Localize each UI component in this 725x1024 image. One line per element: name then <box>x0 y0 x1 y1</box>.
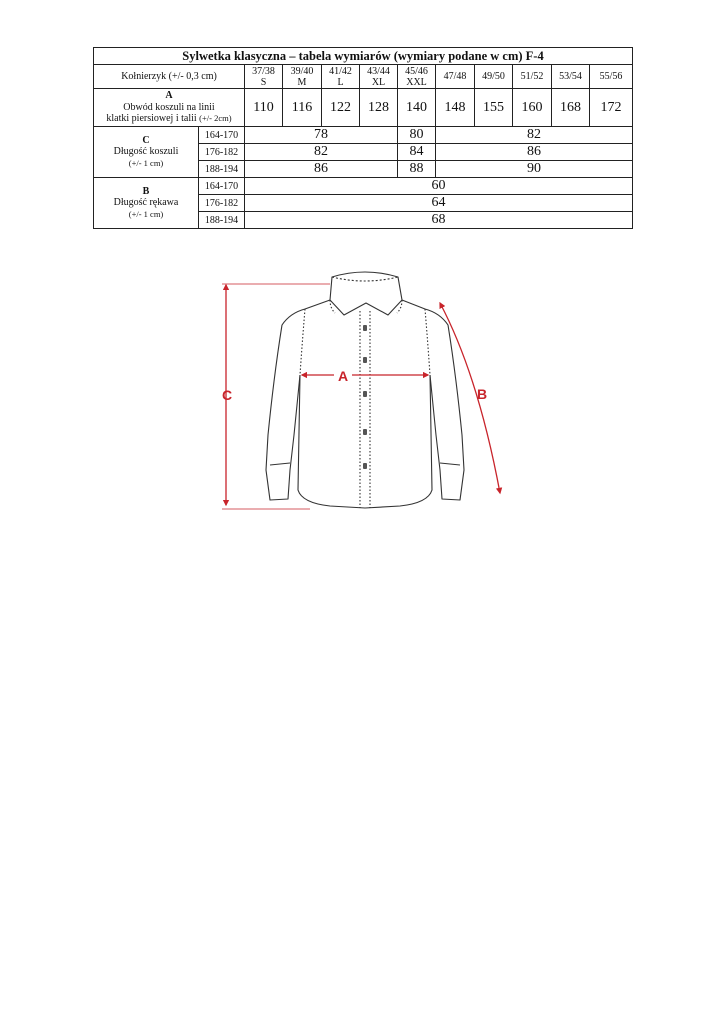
length-value: 80 <box>398 127 436 144</box>
chest-value: 128 <box>360 89 398 127</box>
shirt-measurement-diagram <box>210 265 515 515</box>
chest-label: A Obwód koszuli na linii klatki piersiowej i talii (+/- 2cm) <box>94 89 245 127</box>
length-value: 90 <box>436 161 633 178</box>
label-a: A <box>337 368 349 384</box>
size-header: 41/42 L <box>322 65 360 89</box>
collar-label: Kołnierzyk (+/- 0,3 cm) <box>94 65 245 89</box>
label-b: B <box>476 386 488 402</box>
length-value: 82 <box>436 127 633 144</box>
table-title: Sylwetka klasyczna – tabela wymiarów (wymiary podane w cm) F-4 <box>94 48 633 65</box>
sleeve-value: 64 <box>245 195 633 212</box>
chest-value: 110 <box>245 89 283 127</box>
size-header: 37/38 S <box>245 65 283 89</box>
label-c: C <box>221 387 233 403</box>
size-table <box>93 47 633 229</box>
chest-value: 168 <box>552 89 590 127</box>
size-header: 55/56 <box>590 65 633 89</box>
length-value: 86 <box>245 161 398 178</box>
size-header: 43/44 XL <box>360 65 398 89</box>
size-header: 49/50 <box>475 65 513 89</box>
shirt-length-label: C Długość koszuli (+/- 1 cm) <box>94 127 199 178</box>
chest-row <box>94 89 633 127</box>
size-header: 53/54 <box>552 65 590 89</box>
chest-value: 140 <box>398 89 436 127</box>
length-value: 88 <box>398 161 436 178</box>
shirt-buttons <box>363 325 367 469</box>
height-range: 176-182 <box>199 195 245 212</box>
height-range: 176-182 <box>199 144 245 161</box>
length-value: 86 <box>436 144 633 161</box>
sleeve-length-row <box>94 178 633 195</box>
height-range: 188-194 <box>199 161 245 178</box>
chest-value: 148 <box>436 89 475 127</box>
sleeve-value: 68 <box>245 212 633 229</box>
chest-value: 122 <box>322 89 360 127</box>
chest-value: 172 <box>590 89 633 127</box>
chest-value: 155 <box>475 89 513 127</box>
shirt-length-row <box>94 127 633 144</box>
shirt-outline <box>266 272 464 508</box>
length-value: 84 <box>398 144 436 161</box>
sleeve-length-label: B Długość rękawa (+/- 1 cm) <box>94 178 199 229</box>
length-value: 82 <box>245 144 398 161</box>
collar-row <box>94 65 633 89</box>
height-range: 188-194 <box>199 212 245 229</box>
length-value: 78 <box>245 127 398 144</box>
height-range: 164-170 <box>199 178 245 195</box>
size-header: 47/48 <box>436 65 475 89</box>
chest-value: 116 <box>283 89 322 127</box>
size-header: 51/52 <box>513 65 552 89</box>
size-header: 39/40 M <box>283 65 322 89</box>
sleeve-value: 60 <box>245 178 633 195</box>
chest-value: 160 <box>513 89 552 127</box>
height-range: 164-170 <box>199 127 245 144</box>
size-header: 45/46 XXL <box>398 65 436 89</box>
